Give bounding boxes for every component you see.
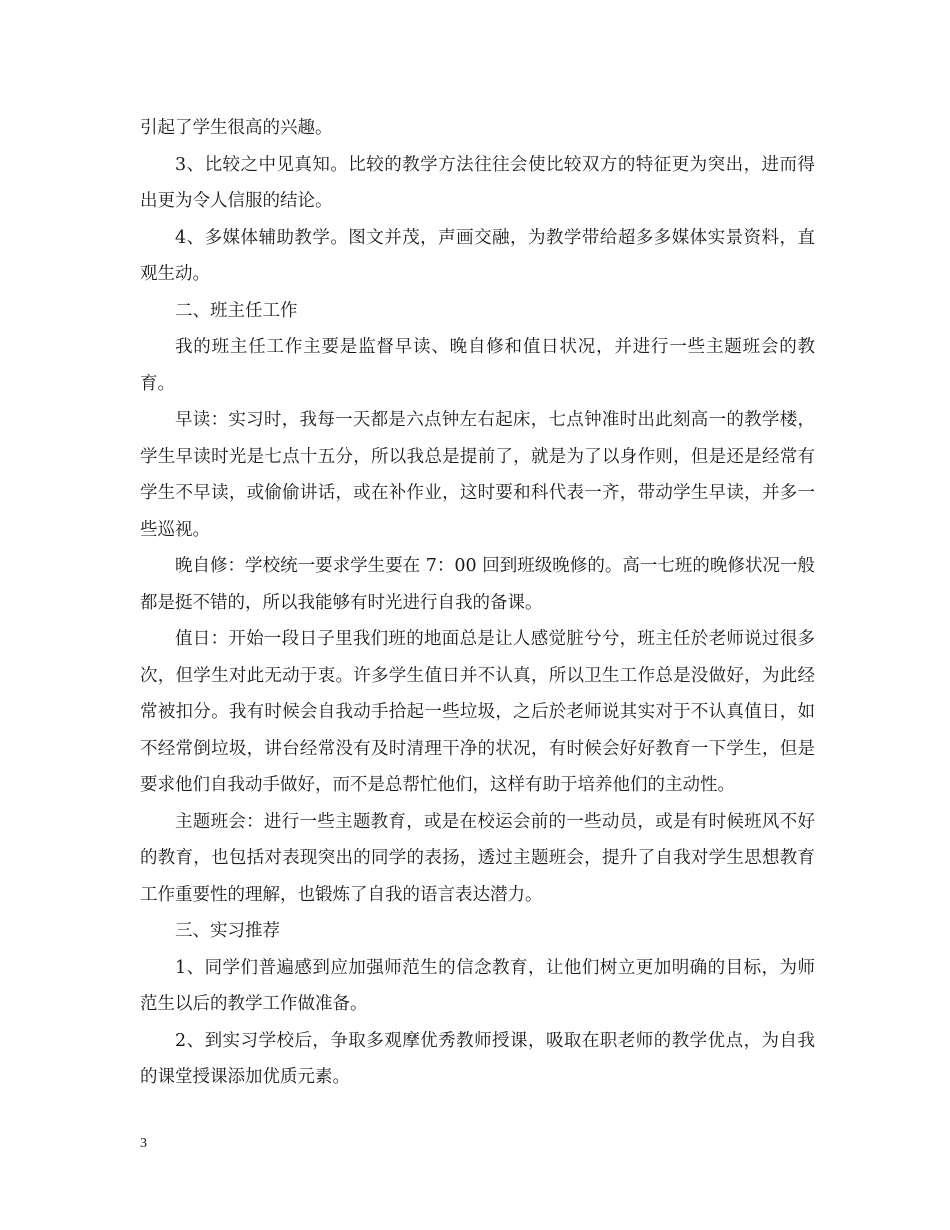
paragraph-multimedia: 4、多媒体辅助教学。图文并茂，声画交融，为教学带给超多多媒体实景资料，直观生动。 [140,227,815,284]
paragraph-recommendation-1: 1、同学们普遍感到应加强师范生的信念教育，让他们树立更加明确的目标，为师范生以后的教学工作做准备。 [140,957,815,1014]
paragraph-morning-reading: 早读：实习时，我每一天都是六点钟左右起床，七点钟准时出此刻高一的教学楼，学生早读时光是七点十五分，所以我总是提前了，就是为了以身作则，但是还是经常有学生不早读，或偷偷讲话，或在补作业，这时要和科代表一齐，带动学生早读，并多一些巡视。 [140,410,815,540]
paragraph-continuation: 引起了学生很高的兴趣。 [140,118,333,138]
document-body [140,110,815,1096]
paragraph-recommendation-2: 2、到实习学校后，争取多观摩优秀教师授课，吸取在职老师的教学优点，为自我的课堂授课添加优质元素。 [140,1030,815,1087]
paragraph-evening-study: 晚自修：学校统一要求学生要在 7：00 回到班级晚修的。高一七班的晚修状况一般都是挺不错的，所以我能够有时光进行自我的备课。 [140,556,815,613]
paragraph-comparison-method: 3、比较之中见真知。比较的教学方法往往会使比较双方的特征更为突出，进而得出更为令人信服的结论。 [140,154,815,211]
section-heading-internship-recommendations: 三、实习推荐 [175,921,280,941]
paragraph-theme-meeting: 主题班会：进行一些主题教育，或是在校运会前的一些动员，或是有时候班风不好的教育，也包括对表现突出的同学的表扬，透过主题班会，提升了自我对学生思想教育工作重要性的理解，也锻炼了自我的语言表达潜力。 [140,811,815,905]
paragraph-class-teacher-intro: 我的班主任工作主要是监督早读、晚自修和值日状况，并进行一些主题班会的教育。 [140,337,815,394]
section-heading-class-teacher-work: 二、班主任工作 [175,300,298,321]
page-number: 3 [140,1136,147,1151]
paragraph-duty: 值日：开始一段日子里我们班的地面总是让人感觉脏兮兮，班主任於老师说过很多次，但学生对此无动于衷。许多学生值日并不认真，所以卫生工作总是没做好，为此经常被扣分。我有时候会自我动手拾起一些垃圾，之后於老师说其实对于不认真值日，如不经常倒垃圾，讲台经常没有及时清理干净的状况，有时候会好好教育一下学生，但是要求他们自我动手做好，而不是总帮忙他们，这样有助于培养他们的主动性。 [140,629,815,795]
